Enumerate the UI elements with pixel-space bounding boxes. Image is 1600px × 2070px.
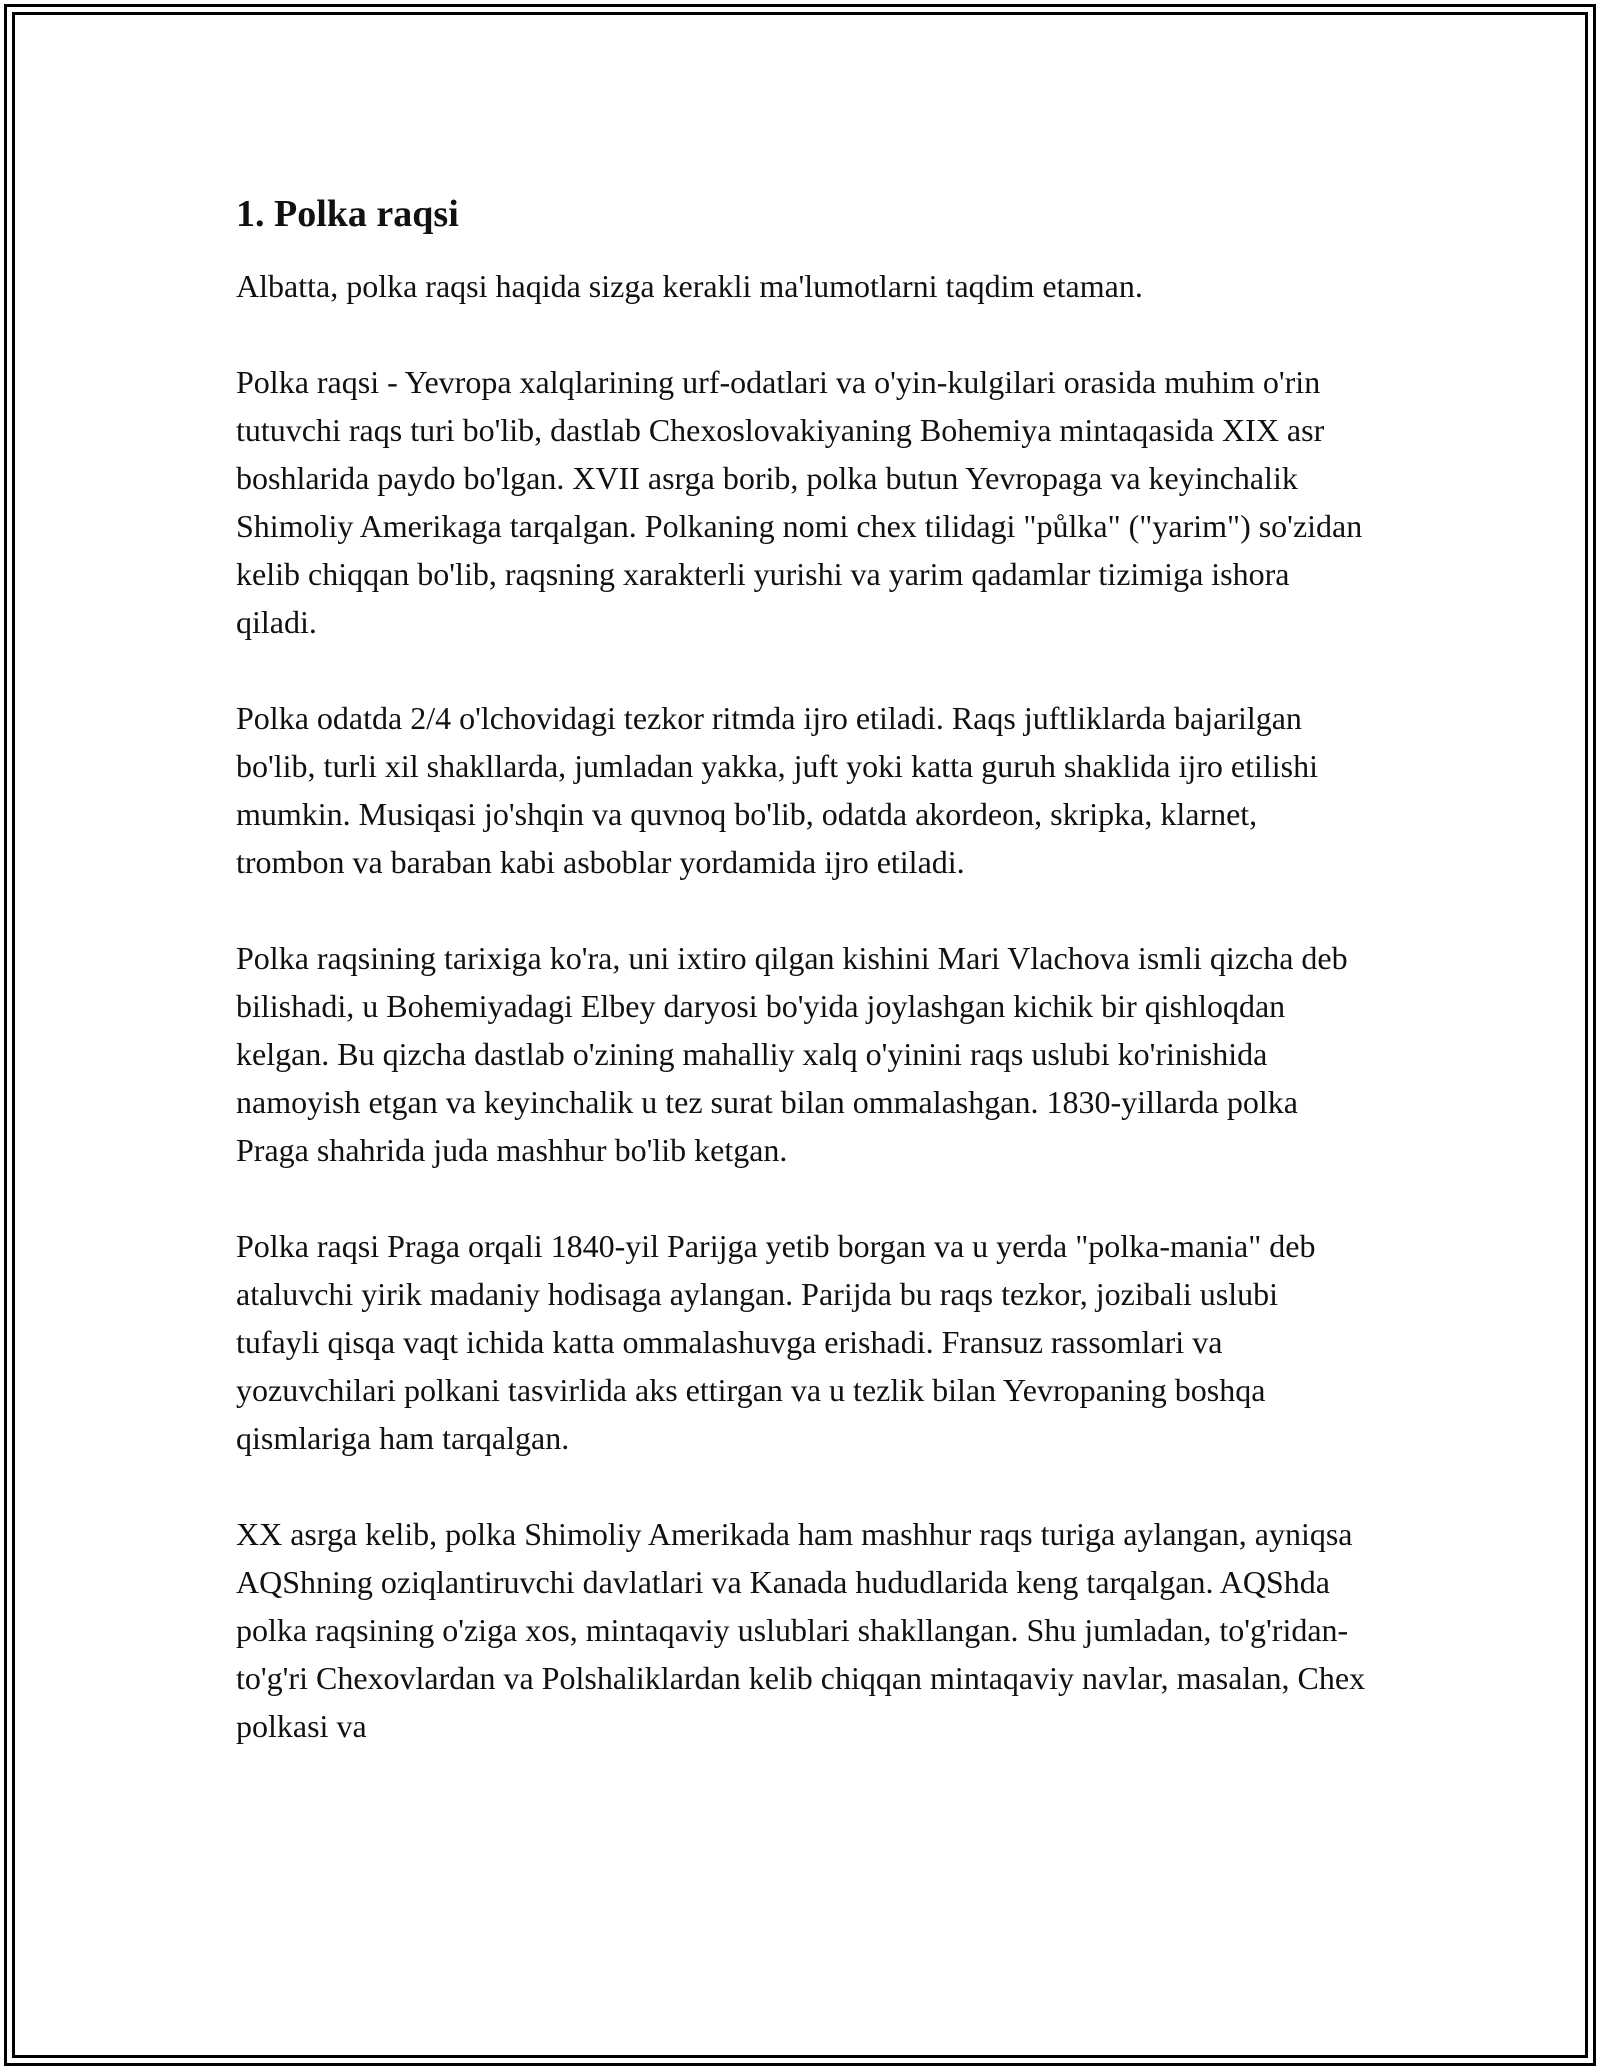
- section-heading: 1. Polka raqsi: [236, 193, 459, 235]
- paragraph-rhythm: Polka odatda 2/4 o'lchovidagi tezkor ritmda ijro etiladi. Raqs juftliklarda bajarilgan bo'lib, turli xil shakllarda, jumladan yakka, juft yoki katta guruh shaklida ijro etilishi mumkin. Musiqasi jo'shqin va quvnoq bo'lib, odatda akordeon, skripka, klarnet, trombon va baraban kabi asboblar yordamida ijro etiladi.: [236, 700, 1318, 880]
- document-body: [236, 186, 1366, 1798]
- paragraph-america: XX asrga kelib, polka Shimoliy Amerikada ham mashhur raqs turiga aylangan, ayniqsa AQShning oziqlantiruvchi davlatlari va Kanada hududlarida keng tarqalgan. AQShda polka raqsining o'ziga xos, mintaqaviy uslublari shakllangan. Shu jumladan, to'g'ridan-to'g'ri Chexovlardan va Polshaliklardan kelib chiqqan mintaqaviy navlar, masalan, Chex polkasi va: [236, 1516, 1366, 1744]
- paragraph-intro: Albatta, polka raqsi haqida sizga kerakli ma'lumotlarni taqdim etaman.: [236, 268, 1143, 304]
- paragraph-history: Polka raqsining tarixiga ko'ra, uni ixtiro qilgan kishini Mari Vlachova ismli qizcha deb bilishadi, u Bohemiyadagi Elbey daryosi bo'yida joylashgan kichik bir qishloqdan kelgan. Bu qizcha dastlab o'zining mahalliy xalq o'yinini raqs uslubi ko'rinishida namoyish etgan va keyinchalik u tez surat bilan ommalashgan. 1830-yillarda polka Praga shahrida juda mashhur bo'lib ketgan.: [236, 940, 1348, 1168]
- paragraph-paris: Polka raqsi Praga orqali 1840-yil Parijga yetib borgan va u yerda "polka-mania" deb ataluvchi yirik madaniy hodisaga aylangan. Parijda bu raqs tezkor, jozibali uslubi tufayli qisqa vaqt ichida katta ommalashuvga erishadi. Fransuz rassomlari va yozuvchilari polkani tasvirlida aks ettirgan va u tezlik bilan Yevropaning boshqa qismlariga ham tarqalgan.: [236, 1228, 1316, 1456]
- paragraph-origin: Polka raqsi - Yevropa xalqlarining urf-odatlari va o'yin-kulgilari orasida muhim o'rin tutuvchi raqs turi bo'lib, dastlab Chexoslovakiyaning Bohemiya mintaqasida XIX asr boshlarida paydo bo'lgan. XVII asrga borib, polka butun Yevropaga va keyinchalik Shimoliy Amerikaga tarqalgan. Polkaning nomi chex tilidagi "půlka" ("yarim") so'zidan kelib chiqqan bo'lib, raqsning xarakterli yurishi va yarim qadamlar tizimiga ishora qiladi.: [236, 364, 1363, 640]
